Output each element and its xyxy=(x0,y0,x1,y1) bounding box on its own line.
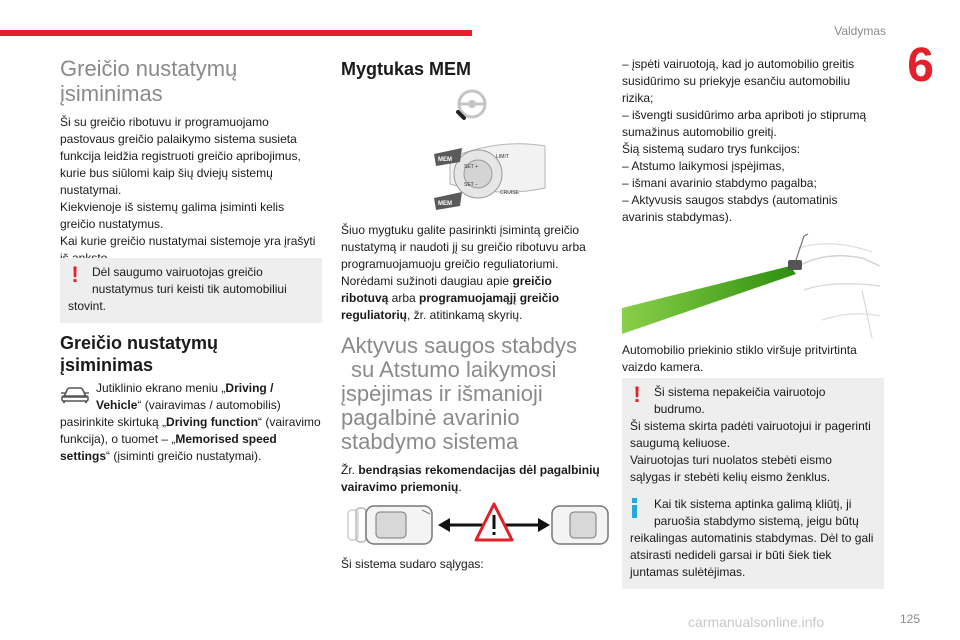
heading-line: Greičio nustatymų xyxy=(60,333,219,353)
collision-warning-illustration xyxy=(346,500,610,550)
text-line: Automobilio priekinio stiklo viršuje pritvirtinta xyxy=(622,343,857,357)
text-line: budrumo. xyxy=(654,402,705,416)
mem-description xyxy=(341,222,607,324)
text-line: Kai tik sistema aptinka galimą kliūtį, ji xyxy=(654,497,852,511)
link-text: programuojamąjį greičio xyxy=(419,291,560,305)
list-item: sumažinus automobilio greitį. xyxy=(622,125,777,139)
option-name: Memorised speed xyxy=(175,432,277,446)
list-item: – įspėti vairuotoją, kad jo automobilio greitis xyxy=(622,57,855,71)
info-notice-right xyxy=(622,490,884,589)
active-safety-heading-block xyxy=(341,334,607,496)
reference-paragraph xyxy=(341,462,607,496)
list-item: susidūrimo su priekyje esančiu automobiliu xyxy=(622,74,851,88)
text-line: kurie bus siūlomi kaip šių dviejų sistemų xyxy=(60,166,273,180)
text-run: funkcija), o tuomet – „ xyxy=(60,432,176,446)
tab-name: Driving function xyxy=(166,415,259,429)
warning-notice-right xyxy=(622,378,884,494)
text-line: Kiekvienoje iš sistemų galima įsiminti kelis xyxy=(60,200,285,214)
text-line: nustatymą ir naudoti jį su greičio ribotuvu arba xyxy=(341,240,586,254)
conditions-text xyxy=(341,556,607,573)
text-line: juntamas sulėtėjimas. xyxy=(630,565,746,579)
text-line: Kai kurie greičio nustatymai sistemoje yra įrašyti xyxy=(60,234,316,248)
set-plus-label: SET + xyxy=(464,164,478,170)
menu-name: Driving / xyxy=(225,381,274,395)
list-item: – išmani avarinio stabdymo pagalba; xyxy=(622,176,817,190)
heading-line: įspėjimas ir išmanioji xyxy=(341,381,543,406)
text-run: . xyxy=(458,480,462,494)
heading-line: su Atstumo laikymosi xyxy=(351,357,557,382)
menu-instructions xyxy=(60,380,326,465)
menu-paragraph xyxy=(60,380,326,465)
intro-paragraph xyxy=(60,114,324,267)
heading-line: Aktyvus saugos stabdys xyxy=(341,333,578,358)
camera-description xyxy=(622,342,882,376)
link-text: ribotuvą xyxy=(341,291,389,305)
text-run: “ (įsiminti greičio nustatymai). xyxy=(106,449,262,463)
text-line: reikalingas automatinis stabdymas. Dėl to gali xyxy=(630,531,874,545)
text-line: sąlygas ir stebėti kelių eismo ženklus. xyxy=(630,470,831,484)
text-line: stovint. xyxy=(68,299,107,313)
text-line: Ši sistema skirta padėti vairuotojui ir pagerinti xyxy=(630,419,871,433)
conditions-paragraph: Ši sistema sudaro sąlygas: xyxy=(341,557,484,571)
text-line: greičio nustatymus. xyxy=(60,217,164,231)
text-line: paruošia stabdymo sistemą, jeigu būtų xyxy=(654,514,859,528)
header-red-bar xyxy=(0,30,472,36)
text-line: nustatymai. xyxy=(60,183,122,197)
camera-icon xyxy=(788,234,808,270)
list-item: rizika; xyxy=(622,91,654,105)
text-line: saugumą keliuose. xyxy=(630,436,731,450)
right-column xyxy=(622,56,882,226)
warning-notice-left xyxy=(60,258,322,323)
text-line: funkcija leidžia registruoti greičio apribojimus, xyxy=(60,149,301,163)
middle-column xyxy=(341,58,603,80)
car-front-icon xyxy=(552,506,608,544)
text-run: “ (vairavimo xyxy=(258,415,321,429)
link-text: greičio xyxy=(512,274,552,288)
text-line: Šiuo mygtuku galite pasirinkti įsimintą greičio xyxy=(341,223,580,237)
camera-paragraph xyxy=(622,342,882,376)
watermark: carmanualsonline.info xyxy=(688,614,825,630)
text-run: arba xyxy=(388,291,420,305)
warning-triangle-icon xyxy=(476,504,512,540)
functions-list xyxy=(622,56,882,226)
heading-line: Greičio nustatymų xyxy=(60,56,238,81)
heading-line: stabdymo sistema xyxy=(341,429,519,454)
info-icon xyxy=(632,498,638,518)
chapter-number: 6 xyxy=(907,39,934,92)
text-line: Dėl saugumo vairuotojas greičio xyxy=(92,265,263,279)
text-run: Jutiklinio ekrano meniu „ xyxy=(96,381,226,395)
text-line: Ši sistema nepakeičia vairuotojo xyxy=(654,385,826,399)
link-text: reguliatorių xyxy=(341,308,408,322)
text-run: Žr. xyxy=(341,463,359,477)
text-run: “ (vairavimas / automobilis) xyxy=(137,398,281,412)
heading-active-safety-brake xyxy=(341,334,607,454)
left-column xyxy=(60,56,324,267)
list-item: – Aktyvusis saugos stabdys (automatinis xyxy=(622,193,838,207)
mem-label-top: MEM xyxy=(438,157,452,163)
text-line: programuojamuoju greičio reguliatoriumi. xyxy=(341,257,559,271)
list-item: Šią sistemą sudaro trys funkcijos: xyxy=(622,142,801,156)
heading-speed-memory xyxy=(60,56,324,106)
set-minus-label: SET − xyxy=(464,182,478,188)
menu-name: Vehicle xyxy=(96,398,138,412)
warning-icon: ! xyxy=(633,382,641,407)
mem-paragraph xyxy=(341,222,607,324)
option-name: settings xyxy=(60,449,107,463)
text-line: pastovaus greičio palaikymo sistema susieta xyxy=(60,132,297,146)
text-line: atsirasti nedideli garsai ir būti šiek tiek xyxy=(630,548,832,562)
steering-wheel-icon xyxy=(458,91,485,118)
text-run: Norėdami sužinoti daugiau apie xyxy=(341,274,513,288)
text-run: pasirinkite skirtuką „ xyxy=(60,415,167,429)
heading-line: įsiminimas xyxy=(60,81,163,106)
page-number: 125 xyxy=(899,612,920,626)
cruise-label: CRUISE xyxy=(500,190,519,196)
warning-icon: ! xyxy=(71,262,79,287)
text-line: Vairuotojas turi nuolatos stebėti eismo xyxy=(630,453,832,467)
mem-label-bottom: MEM xyxy=(438,201,452,207)
link-text: vairavimo priemonių xyxy=(341,480,459,494)
heading-line: pagalbinė avarinio xyxy=(341,405,520,430)
link-text: bendrąsias rekomendacijas dėl pagalbinių xyxy=(358,463,600,477)
heading-memorise xyxy=(60,332,324,376)
list-item: – išvengti susidūrimo arba apriboti jo stiprumą xyxy=(622,108,867,122)
list-item: – Atstumo laikymosi įspėjimas, xyxy=(622,159,785,173)
mem-button-illustration xyxy=(420,88,550,218)
text-line: vaizdo kamera. xyxy=(622,360,704,374)
car-rear-icon xyxy=(348,506,432,544)
section-title: Valdymas xyxy=(834,24,886,38)
heading-line: įsiminimas xyxy=(60,355,154,375)
text-run: , žr. atitinkamą skyrių. xyxy=(407,308,523,322)
text-line: nustatymus turi keisti tik automobiliui xyxy=(92,282,287,296)
windshield-camera-illustration xyxy=(622,230,882,340)
heading-mem-button: Mygtukas MEM xyxy=(341,59,472,79)
limit-label: LIMIT xyxy=(496,154,509,160)
text-line: Ši su greičio ribotuvu ir programuojamo xyxy=(60,115,269,129)
left-column-lower xyxy=(60,332,324,376)
list-item: avarinis stabdymas). xyxy=(622,210,733,224)
